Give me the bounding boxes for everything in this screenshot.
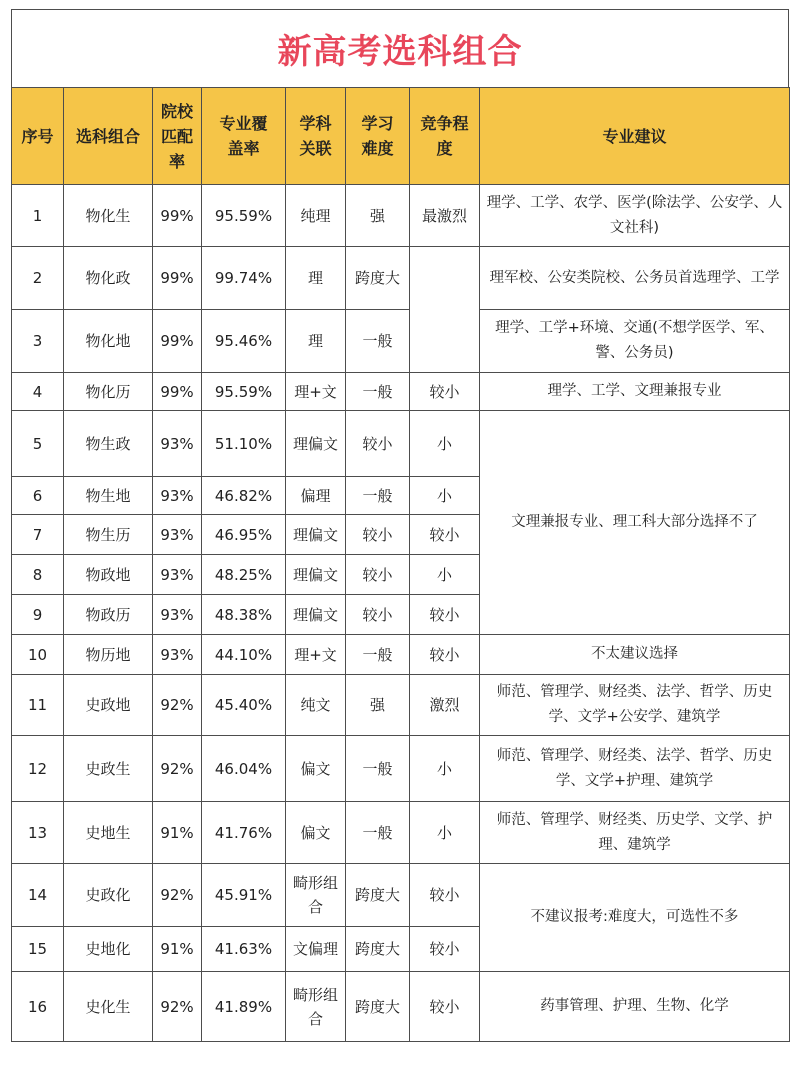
table-row bbox=[12, 972, 790, 1042]
cell-difficulty: 较小 bbox=[346, 555, 410, 595]
cell-no: 1 bbox=[12, 185, 64, 247]
cell-no: 9 bbox=[12, 595, 64, 635]
cell-cover: 95.46% bbox=[202, 310, 286, 373]
cell-combo: 物化地 bbox=[64, 310, 153, 373]
table-row bbox=[12, 736, 790, 802]
cell-cover: 46.82% bbox=[202, 477, 286, 515]
cell-cover: 48.25% bbox=[202, 555, 286, 595]
cell-combo: 史政生 bbox=[64, 736, 153, 802]
table-row bbox=[12, 675, 790, 736]
cell-relation: 纯文 bbox=[286, 675, 346, 736]
cell-difficulty: 较小 bbox=[346, 411, 410, 477]
cell-relation: 理偏文 bbox=[286, 555, 346, 595]
cell-combo: 史地化 bbox=[64, 927, 153, 972]
cell-combo: 物历地 bbox=[64, 635, 153, 675]
cell-difficulty: 一般 bbox=[346, 373, 410, 411]
cell-relation: 理偏文 bbox=[286, 595, 346, 635]
cell-combo: 物政历 bbox=[64, 595, 153, 635]
cell-combo: 史化生 bbox=[64, 972, 153, 1042]
cell-match: 99% bbox=[153, 310, 202, 373]
table-row bbox=[12, 635, 790, 675]
table-row bbox=[12, 247, 790, 310]
table-row bbox=[12, 802, 790, 864]
cell-difficulty: 跨度大 bbox=[346, 927, 410, 972]
cell-relation: 理偏文 bbox=[286, 411, 346, 477]
cell-relation: 文偏理 bbox=[286, 927, 346, 972]
cell-cover: 46.95% bbox=[202, 515, 286, 555]
cell-combo: 史政化 bbox=[64, 864, 153, 927]
cell-relation: 畸形组合 bbox=[286, 864, 346, 927]
cell-difficulty: 跨度大 bbox=[346, 247, 410, 310]
cell-no: 5 bbox=[12, 411, 64, 477]
cell-advice: 师范、管理学、财经类、法学、哲学、历史学、文学+护理、建筑学 bbox=[480, 736, 790, 802]
cell-relation: 理+文 bbox=[286, 635, 346, 675]
table-row bbox=[12, 864, 790, 927]
cell-difficulty: 一般 bbox=[346, 635, 410, 675]
cell-combo: 物政地 bbox=[64, 555, 153, 595]
cell-no: 12 bbox=[12, 736, 64, 802]
cell-difficulty: 强 bbox=[346, 185, 410, 247]
cell-match: 91% bbox=[153, 927, 202, 972]
cell-difficulty: 较小 bbox=[346, 515, 410, 555]
cell-cover: 41.76% bbox=[202, 802, 286, 864]
cell-cover: 95.59% bbox=[202, 373, 286, 411]
cell-difficulty: 较小 bbox=[346, 595, 410, 635]
cell-match: 92% bbox=[153, 972, 202, 1042]
cell-cover: 46.04% bbox=[202, 736, 286, 802]
table-row bbox=[12, 373, 790, 411]
table-header-row bbox=[12, 88, 790, 185]
cell-cover: 45.91% bbox=[202, 864, 286, 927]
cell-relation: 理偏文 bbox=[286, 515, 346, 555]
table-row bbox=[12, 310, 790, 373]
header-col-combo: 选科组合 bbox=[64, 88, 153, 185]
table-body bbox=[12, 185, 790, 1042]
cell-match: 93% bbox=[153, 477, 202, 515]
cell-difficulty: 跨度大 bbox=[346, 864, 410, 927]
cell-match: 93% bbox=[153, 515, 202, 555]
cell-match: 92% bbox=[153, 736, 202, 802]
cell-combo: 物化政 bbox=[64, 247, 153, 310]
cell-advice: 不建议报考:难度大，可选性不多 bbox=[480, 864, 790, 972]
cell-difficulty: 一般 bbox=[346, 310, 410, 373]
cell-competition: 小 bbox=[410, 555, 480, 595]
cell-relation: 偏文 bbox=[286, 736, 346, 802]
cell-competition: 较小 bbox=[410, 373, 480, 411]
cell-advice: 药事管理、护理、生物、化学 bbox=[480, 972, 790, 1042]
cell-combo: 物化历 bbox=[64, 373, 153, 411]
cell-no: 7 bbox=[12, 515, 64, 555]
header-col-relation: 学科 关联 bbox=[286, 88, 346, 185]
cell-cover: 51.10% bbox=[202, 411, 286, 477]
cell-relation: 畸形组合 bbox=[286, 972, 346, 1042]
cell-competition: 较小 bbox=[410, 635, 480, 675]
subject-combination-table bbox=[11, 87, 790, 1042]
table-row bbox=[12, 185, 790, 247]
cell-competition: 小 bbox=[410, 477, 480, 515]
cell-no: 14 bbox=[12, 864, 64, 927]
cell-no: 3 bbox=[12, 310, 64, 373]
table-row bbox=[12, 411, 790, 477]
cell-advice: 不太建议选择 bbox=[480, 635, 790, 675]
cell-match: 99% bbox=[153, 185, 202, 247]
header-col-no: 序号 bbox=[12, 88, 64, 185]
cell-no: 15 bbox=[12, 927, 64, 972]
cell-relation: 理 bbox=[286, 310, 346, 373]
cell-difficulty: 强 bbox=[346, 675, 410, 736]
cell-no: 16 bbox=[12, 972, 64, 1042]
cell-cover: 41.63% bbox=[202, 927, 286, 972]
cell-relation: 理+文 bbox=[286, 373, 346, 411]
cell-cover: 95.59% bbox=[202, 185, 286, 247]
cell-no: 11 bbox=[12, 675, 64, 736]
cell-difficulty: 跨度大 bbox=[346, 972, 410, 1042]
cell-match: 93% bbox=[153, 595, 202, 635]
cell-match: 92% bbox=[153, 675, 202, 736]
cell-advice: 师范、管理学、财经类、历史学、文学、护理、建筑学 bbox=[480, 802, 790, 864]
cell-combo: 物生政 bbox=[64, 411, 153, 477]
cell-match: 91% bbox=[153, 802, 202, 864]
header-col-match-rate: 院校 匹配 率 bbox=[153, 88, 202, 185]
cell-difficulty: 一般 bbox=[346, 802, 410, 864]
cell-cover: 48.38% bbox=[202, 595, 286, 635]
cell-match: 92% bbox=[153, 864, 202, 927]
cell-cover: 41.89% bbox=[202, 972, 286, 1042]
cell-competition: 最激烈 bbox=[410, 185, 480, 247]
cell-advice: 理学、工学、文理兼报专业 bbox=[480, 373, 790, 411]
cell-competition: 较小 bbox=[410, 595, 480, 635]
cell-advice: 理军校、公安类院校、公务员首选理学、工学 bbox=[480, 247, 790, 310]
cell-relation: 偏理 bbox=[286, 477, 346, 515]
page-title: 新高考选科组合 bbox=[11, 9, 789, 87]
document bbox=[11, 9, 789, 1042]
cell-match: 99% bbox=[153, 247, 202, 310]
cell-relation: 理 bbox=[286, 247, 346, 310]
cell-competition: 小 bbox=[410, 411, 480, 477]
cell-relation: 偏文 bbox=[286, 802, 346, 864]
cell-difficulty: 一般 bbox=[346, 736, 410, 802]
cell-cover: 44.10% bbox=[202, 635, 286, 675]
cell-match: 93% bbox=[153, 555, 202, 595]
header-col-difficulty: 学习 难度 bbox=[346, 88, 410, 185]
cell-combo: 史地生 bbox=[64, 802, 153, 864]
header-col-competition: 竞争程 度 bbox=[410, 88, 480, 185]
cell-competition: 小 bbox=[410, 802, 480, 864]
cell-no: 8 bbox=[12, 555, 64, 595]
header-col-advice: 专业建议 bbox=[480, 88, 790, 185]
cell-competition: 较小 bbox=[410, 515, 480, 555]
cell-advice: 理学、工学、农学、医学(除法学、公安学、人文社科) bbox=[480, 185, 790, 247]
cell-competition: 较小 bbox=[410, 972, 480, 1042]
cell-competition: 小 bbox=[410, 736, 480, 802]
cell-relation: 纯理 bbox=[286, 185, 346, 247]
cell-combo: 物生历 bbox=[64, 515, 153, 555]
cell-combo: 物化生 bbox=[64, 185, 153, 247]
cell-cover: 99.74% bbox=[202, 247, 286, 310]
cell-advice: 师范、管理学、财经类、法学、哲学、历史学、文学+公安学、建筑学 bbox=[480, 675, 790, 736]
cell-competition bbox=[410, 247, 480, 373]
cell-combo: 史政地 bbox=[64, 675, 153, 736]
cell-no: 4 bbox=[12, 373, 64, 411]
cell-combo: 物生地 bbox=[64, 477, 153, 515]
cell-cover: 45.40% bbox=[202, 675, 286, 736]
cell-no: 10 bbox=[12, 635, 64, 675]
header-col-coverage: 专业覆 盖率 bbox=[202, 88, 286, 185]
cell-difficulty: 一般 bbox=[346, 477, 410, 515]
cell-advice: 文理兼报专业、理工科大部分选择不了 bbox=[480, 411, 790, 635]
cell-no: 2 bbox=[12, 247, 64, 310]
cell-competition: 激烈 bbox=[410, 675, 480, 736]
cell-match: 93% bbox=[153, 411, 202, 477]
cell-match: 93% bbox=[153, 635, 202, 675]
cell-match: 99% bbox=[153, 373, 202, 411]
cell-competition: 较小 bbox=[410, 864, 480, 927]
cell-no: 13 bbox=[12, 802, 64, 864]
cell-competition: 较小 bbox=[410, 927, 480, 972]
cell-no: 6 bbox=[12, 477, 64, 515]
cell-advice: 理学、工学+环境、交通(不想学医学、军、警、公务员) bbox=[480, 310, 790, 373]
